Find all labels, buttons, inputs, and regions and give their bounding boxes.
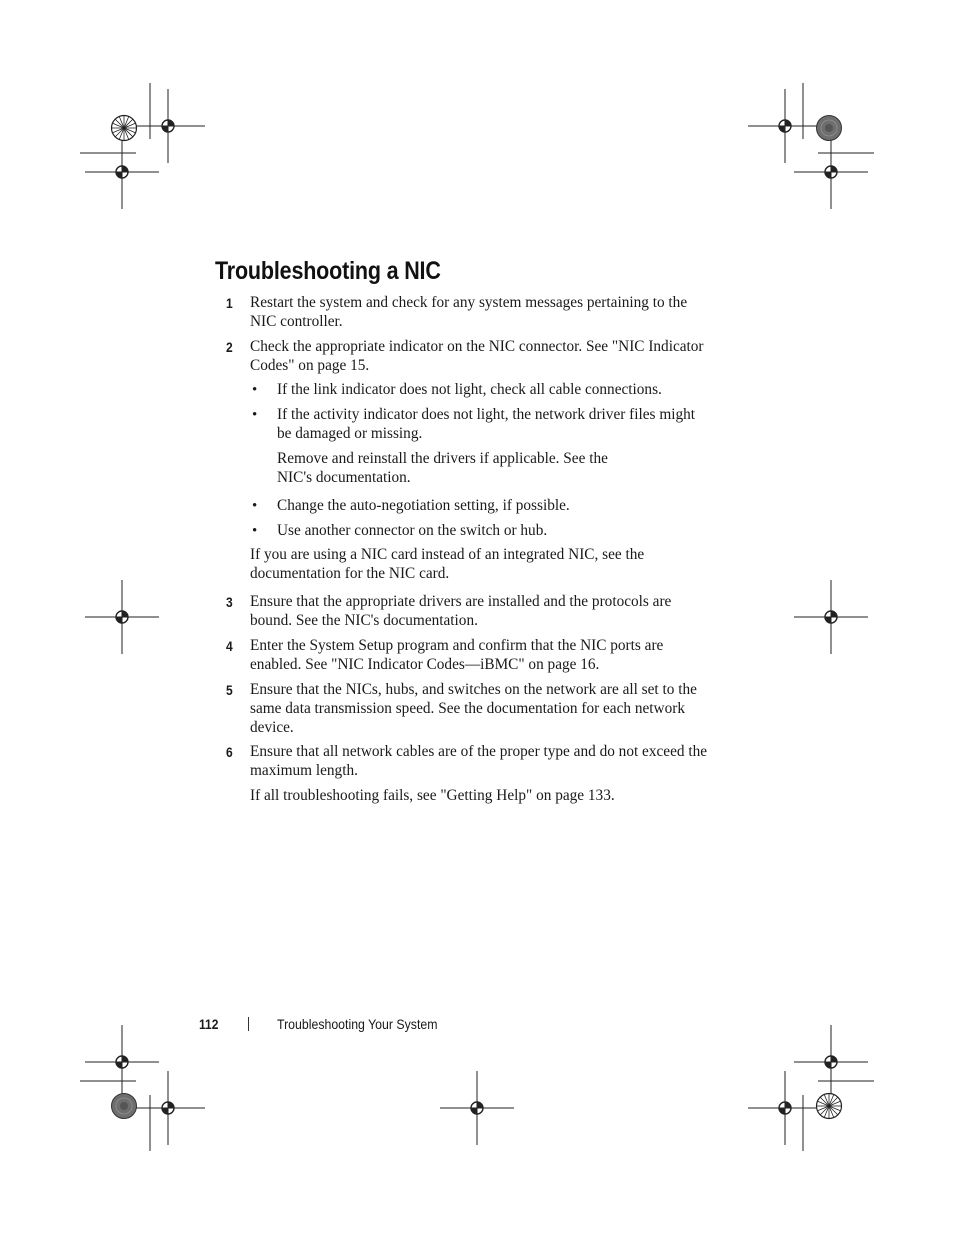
bullet-item [277, 497, 757, 516]
bullet-icon: • [252, 382, 258, 398]
text-line: Check the appropriate indicator on the NIC connector. See "NIC Indicator [250, 338, 704, 355]
text-line: Ensure that the NICs, hubs, and switches on the network are all set to the [250, 681, 697, 698]
text-line: If you are using a NIC card instead of an integrated NIC, see the [250, 546, 645, 563]
step-4-text [250, 637, 730, 675]
step-2-text [250, 338, 730, 376]
bullet-icon: • [252, 498, 258, 514]
text-line: Restart the system and check for any system messages pertaining to the [250, 294, 688, 311]
step-3-text [250, 593, 730, 631]
text-line: Change the auto-negotiation setting, if possible. [277, 497, 570, 514]
text-line: If the activity indicator does not light, the network driver files might [277, 406, 696, 423]
final-note [250, 787, 730, 806]
step-5-text [250, 681, 730, 737]
text-line: bound. See the NIC's documentation. [250, 611, 478, 629]
text-line: enabled. See "NIC Indicator Codes—iBMC" on page 16. [250, 655, 600, 673]
page-number: 112 [199, 1016, 219, 1032]
text-line: be damaged or missing. [277, 424, 423, 442]
step-number: 3 [226, 594, 233, 610]
text-line: documentation for the NIC card. [250, 564, 450, 582]
text-line: device. [250, 718, 294, 736]
step-number: 1 [226, 295, 233, 311]
step-number: 4 [226, 638, 233, 654]
bullet-item [277, 406, 757, 444]
page-title: Troubleshooting a NIC [215, 257, 441, 285]
footer-separator [248, 1017, 249, 1031]
text-line: Remove and reinstall the drivers if applicable. See the [277, 450, 608, 467]
step-number: 2 [226, 339, 233, 355]
text-line: maximum length. [250, 761, 358, 779]
text-line: NIC's documentation. [277, 468, 411, 486]
text-line: NIC controller. [250, 312, 343, 330]
text-line: Use another connector on the switch or hub. [277, 522, 548, 539]
text-line: If the link indicator does not light, check all cable connections. [277, 381, 662, 398]
bullet-item [277, 381, 757, 400]
text-line: If all troubleshooting fails, see "Getting Help" on page 133. [250, 787, 615, 804]
step-1-text [250, 294, 730, 332]
step-number: 5 [226, 682, 233, 698]
footer-section-title: Troubleshooting Your System [277, 1016, 438, 1032]
bullet-icon: • [252, 523, 258, 539]
bullet-note [277, 450, 757, 488]
bullet-icon: • [252, 407, 258, 423]
text-line: same data transmission speed. See the documentation for each network [250, 699, 685, 717]
text-line: Ensure that all network cables are of the proper type and do not exceed the [250, 743, 708, 760]
step-2-note [250, 546, 730, 584]
text-line: Codes" on page 15. [250, 356, 370, 374]
step-number: 6 [226, 744, 233, 760]
step-6-text [250, 743, 730, 781]
text-line: Enter the System Setup program and confirm that the NIC ports are [250, 637, 664, 654]
text-line: Ensure that the appropriate drivers are installed and the protocols are [250, 593, 672, 610]
bullet-item [277, 522, 757, 541]
